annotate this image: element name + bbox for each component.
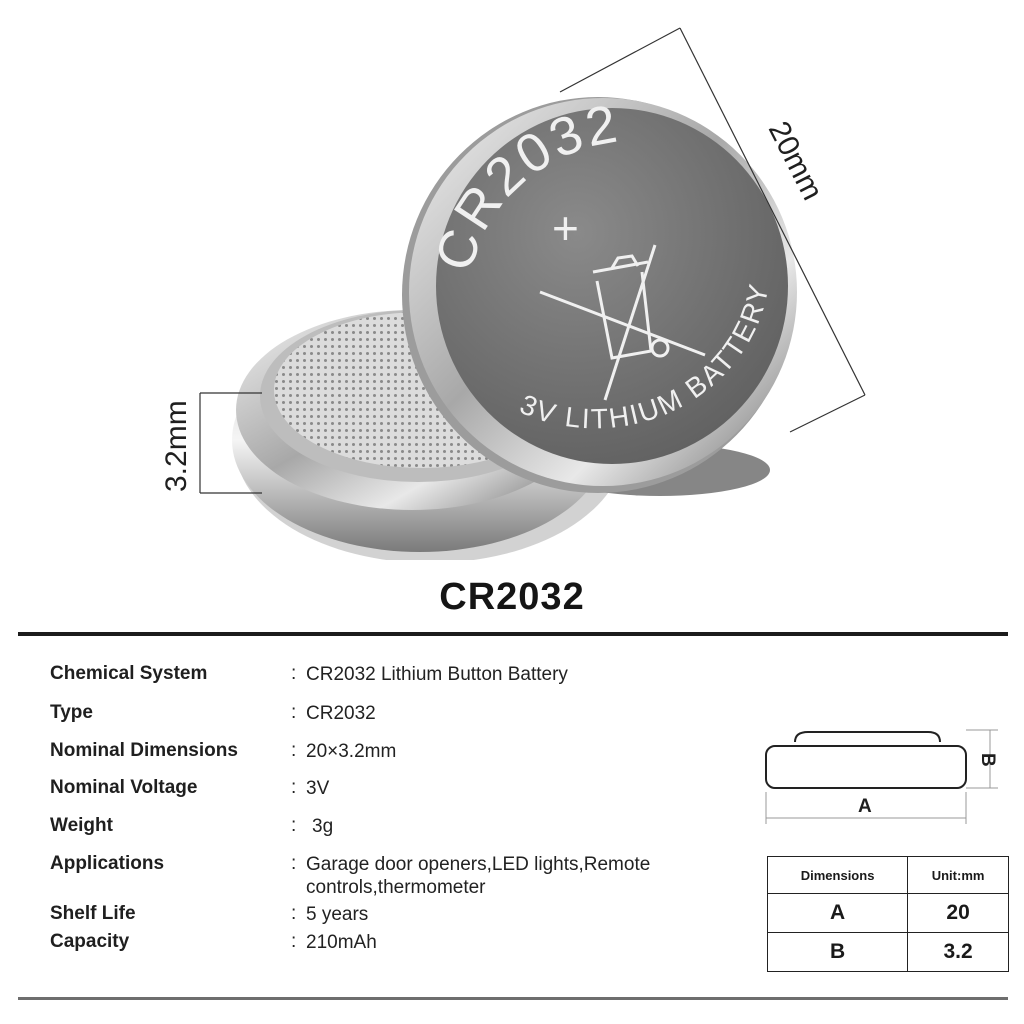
spec-label: Capacity [50, 931, 130, 952]
table-header-row [768, 857, 1009, 894]
face-model-text: CR2032 [423, 93, 625, 278]
spec-colon: : [291, 853, 297, 874]
diameter-label: 20mm [761, 116, 830, 206]
table-cell-key: A [768, 894, 908, 933]
table-row [768, 894, 1009, 933]
table-row [768, 933, 1009, 972]
spec-value: 210mAh [306, 932, 377, 953]
front-battery [402, 93, 797, 493]
spec-value: 5 years [306, 904, 369, 925]
spec-label: Chemical System [50, 663, 208, 684]
spec-colon: : [291, 815, 297, 836]
spec-colon: : [291, 903, 297, 924]
spec-colon: : [291, 663, 297, 684]
top-divider [18, 632, 1008, 636]
face-type-text: 3V LITHIUM BATTERY [515, 279, 775, 435]
spec-value: CR2032 [306, 703, 376, 724]
thickness-label: 3.2mm [160, 400, 193, 492]
spec-colon: : [291, 702, 297, 723]
spec-value: CR2032 Lithium Button Battery [306, 664, 568, 685]
diagram-label-b: B [977, 753, 998, 767]
table-header-unit: Unit:mm [908, 857, 1009, 894]
dimension-table [767, 856, 1009, 972]
spec-label: Type [50, 702, 93, 723]
battery-profile-diagram [760, 722, 1010, 832]
diagram-label-a: A [858, 796, 872, 817]
product-title: CR2032 [439, 576, 585, 618]
table-cell-value: 20 [908, 894, 1009, 933]
spec-value: 3V [306, 778, 330, 799]
table-header-dimensions: Dimensions [768, 857, 908, 894]
spec-label: Weight [50, 815, 113, 836]
spec-colon: : [291, 931, 297, 952]
spec-colon: : [291, 740, 297, 761]
spec-label: Applications [50, 853, 165, 874]
bottom-divider [18, 997, 1008, 1000]
plus-sign: + [552, 202, 579, 254]
spec-label: Nominal Voltage [50, 777, 198, 798]
spec-label: Nominal Dimensions [50, 740, 238, 761]
table-cell-value: 3.2 [908, 933, 1009, 972]
spec-value: Garage door openers,LED lights,Remote controls,thermometer [306, 854, 651, 898]
spec-colon: : [291, 777, 297, 798]
table-cell-key: B [768, 933, 908, 972]
spec-value: 3g [312, 816, 334, 837]
spec-value: 20×3.2mm [306, 741, 397, 762]
spec-label: Shelf Life [50, 903, 136, 924]
